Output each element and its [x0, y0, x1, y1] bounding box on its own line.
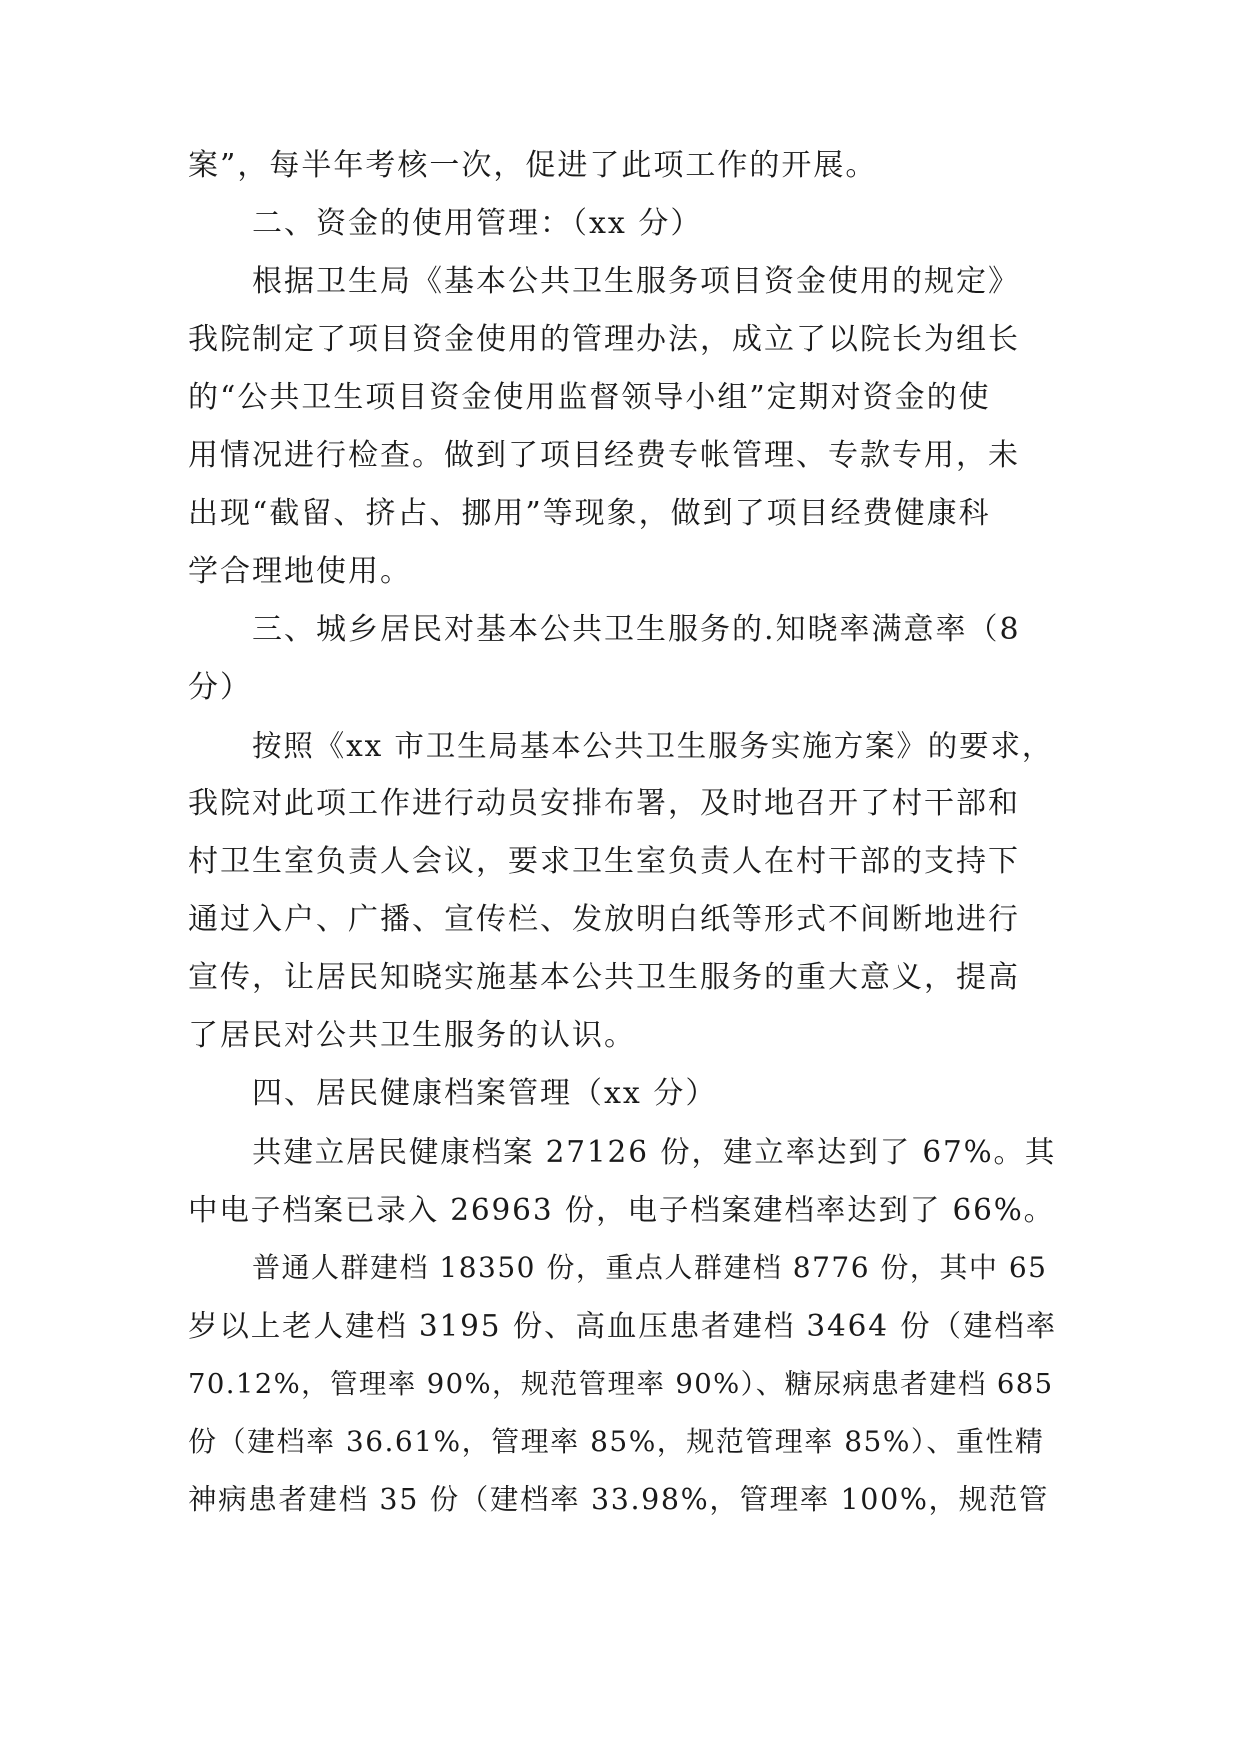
- body-text-line: 用情况进行检查。做到了项目经费专帐管理、专款专用，未: [188, 438, 1020, 473]
- body-text-line: 的“公共卫生项目资金使用监督领导小组”定期对资金的使: [188, 380, 991, 415]
- body-text-line: 共建立居民健康档案 27126 份，建立率达到了 67%。其: [252, 1135, 1057, 1169]
- body-text-line: 根据卫生局《基本公共卫生服务项目资金使用的规定》: [252, 264, 1020, 299]
- body-text-line: 我院制定了项目资金使用的管理办法，成立了以院长为组长: [188, 322, 1020, 357]
- body-text-line: 宣传，让居民知晓实施基本公共卫生服务的重大意义，提高: [188, 960, 1020, 995]
- section-heading-2: 二、资金的使用管理：（xx 分）: [252, 206, 703, 241]
- body-text-line: 案”，每半年考核一次，促进了此项工作的开展。: [188, 148, 878, 183]
- body-text-line: 我院对此项工作进行动员安排布署，及时地召开了村干部和: [188, 786, 1020, 821]
- body-text-line: 了居民对公共卫生服务的认识。: [188, 1018, 636, 1053]
- body-text-line: 村卫生室负责人会议，要求卫生室负责人在村干部的支持下: [188, 844, 1020, 879]
- body-text-line: 中电子档案已录入 26963 份，电子档案建档率达到了 66%。: [188, 1193, 1056, 1227]
- section-heading-3: 三、城乡居民对基本公共卫生服务的.知晓率满意率（8: [252, 612, 1021, 647]
- body-text-line: 70.12%，管理率 90%，规范管理率 90%）、糖尿病患者建档 685: [188, 1368, 1054, 1400]
- body-text-line: 普通人群建档 18350 份，重点人群建档 8776 份，其中 65: [252, 1251, 1048, 1284]
- body-text-line: 份（建档率 36.61%，管理率 85%，规范管理率 85%）、重性精: [188, 1425, 1045, 1458]
- body-text-line: 通过入户、广播、宣传栏、发放明白纸等形式不间断地进行: [188, 902, 1020, 937]
- section-heading-3-continued: 分）: [188, 670, 252, 705]
- body-text-line: 出现“截留、挤占、挪用”等现象，做到了项目经费健康科: [188, 496, 991, 531]
- body-text-line: 学合理地使用。: [188, 554, 412, 589]
- body-text-line: 按照《xx 市卫生局基本公共卫生服务实施方案》的要求，: [252, 729, 1054, 763]
- body-text-line: 神病患者建档 35 份（建档率 33.98%，管理率 100%，规范管: [188, 1483, 1050, 1516]
- body-text-line: 岁以上老人建档 3195 份、高血压患者建档 3464 份（建档率: [188, 1309, 1058, 1343]
- section-heading-4: 四、居民健康档案管理（xx 分）: [252, 1076, 718, 1111]
